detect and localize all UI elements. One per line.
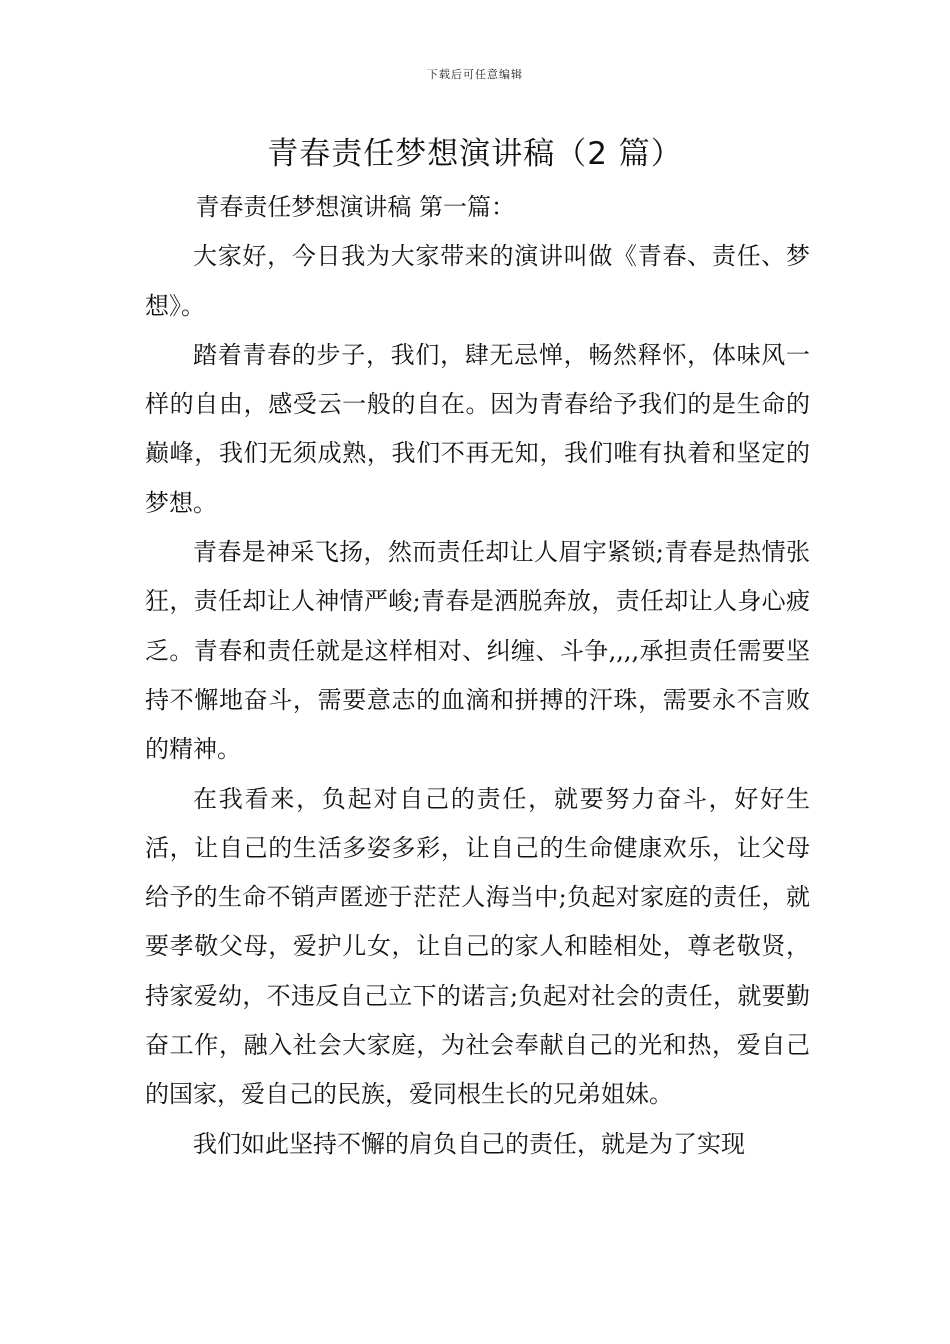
- paragraph: 在我看来，负起对自己的责任，就要努力奋斗，好好生活，让自己的生活多姿多彩，让自己的生命健康欢乐，让父母给予的生命不销声匿迹于茫茫人海当中;负起对家庭的责任，就要孝敬父母，爱护儿女，让自己的家人和睦相处，尊老敬贤，持家爱幼，不违反自己立下的诺言;负起对社会的责任，就要勤奋工作，融入社会大家庭，为社会奉献自己的光和热，爱自己的国家，爱自己的民族，爱同根生长的兄弟姐妹。: [145, 784, 810, 1109]
- paragraph: 我们如此坚持不懈的肩负自己的责任，就是为了实现: [193, 1129, 745, 1158]
- document-body: [145, 183, 810, 1169]
- paragraph: 大家好，今日我为大家带来的演讲叫做《青春、责任、梦想》。: [145, 242, 810, 320]
- page-header-note: 下载后可任意编辑: [427, 68, 523, 81]
- document-subtitle: 青春责任梦想演讲稿 第一篇：: [195, 193, 516, 221]
- paragraph: 踏着青春的步子，我们，肆无忌惮，畅然释怀，体味风一样的自由，感受云一般的自在。因为青春给予我们的是生命的巅峰，我们无须成熟，我们不再无知，我们唯有执着和坚定的梦想。: [145, 340, 810, 517]
- document-title: 青春责任梦想演讲稿（2 篇）: [267, 136, 683, 172]
- paragraph: 青春是神采飞扬，然而责任却让人眉宇紧锁;青春是热情张狂，责任却让人神情严峻;青春是洒脱奔放，责任却让人身心疲乏。青春和责任就是这样相对、纠缠、斗争,,,,承担责任需要坚持不懈地奋斗，需要意志的血滴和拼搏的汗珠，需要永不言败的精神。: [145, 538, 810, 764]
